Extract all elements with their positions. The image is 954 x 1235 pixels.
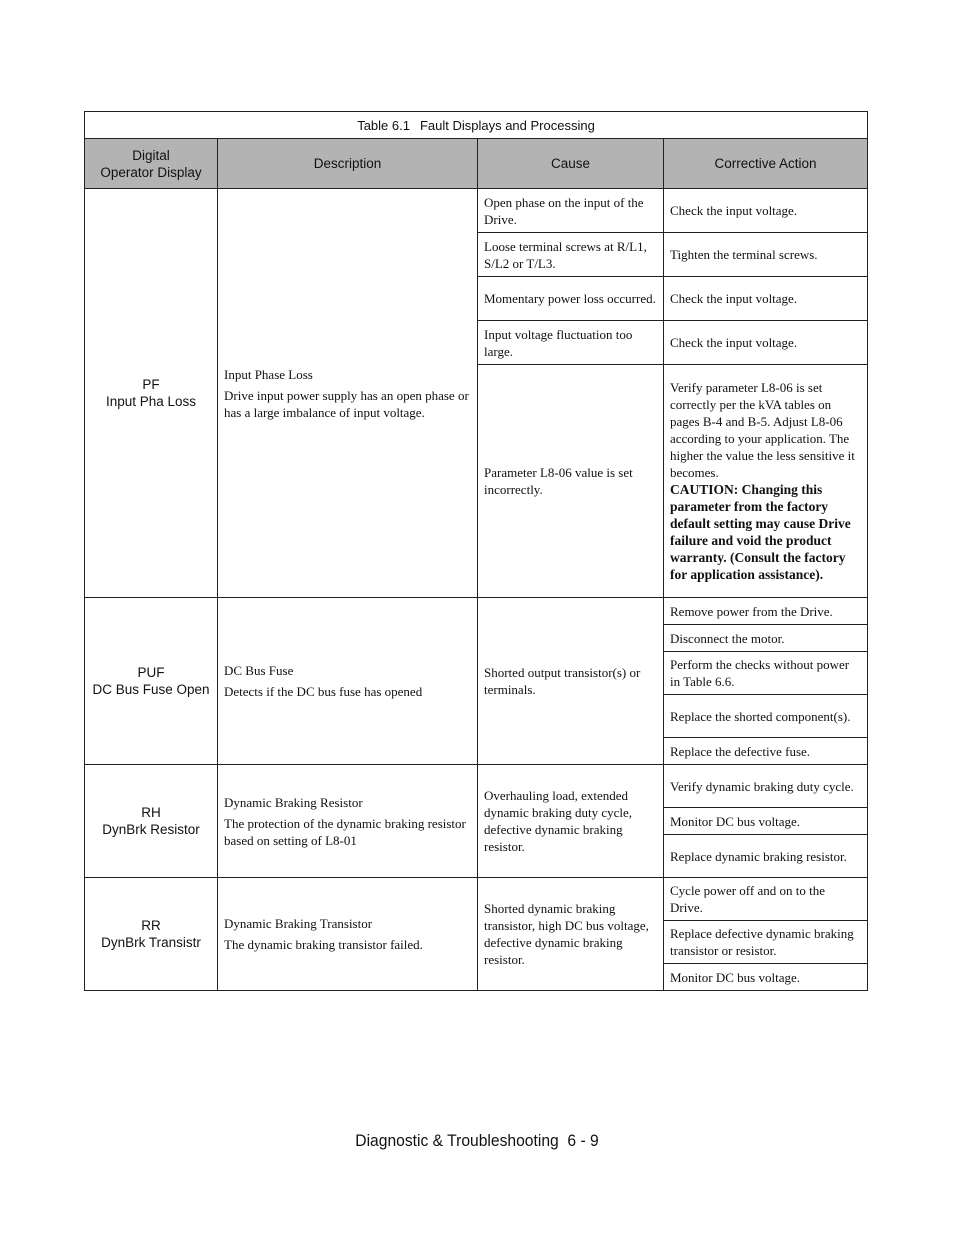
action-cell: Monitor DC bus voltage. (664, 808, 868, 835)
action-cell: Replace the defective fuse. (664, 738, 868, 765)
action-cell: Perform the checks without power in Table 6.6. (664, 652, 868, 695)
cause-cell: Momentary power loss occurred. (478, 277, 664, 321)
fault-code-cell: RH DynBrk Resistor (85, 765, 218, 878)
action-cell: Replace defective dynamic braking transistor or resistor. (664, 921, 868, 964)
action-cell: Check the input voltage. (664, 321, 868, 365)
fault-description-cell: Dynamic Braking Resistor The protection of the dynamic braking resistor based on setting of L8-01 (218, 765, 478, 878)
header-description: Description (218, 139, 478, 189)
action-cell: Check the input voltage. (664, 189, 868, 233)
action-cell: Monitor DC bus voltage. (664, 964, 868, 991)
caution-note: CAUTION: Changing this parameter from the factory default setting may cause Drive failure and void the product warranty. (Consult the factory for application assistance). (670, 482, 851, 582)
fault-description-cell: Input Phase Loss Drive input power supply has an open phase or has a large imbalance of input voltage. (218, 189, 478, 598)
action-cell: Disconnect the motor. (664, 625, 868, 652)
action-cell: Cycle power off and on to the Drive. (664, 878, 868, 921)
page-footer (38, 1131, 916, 1151)
fault-code-cell: PF Input Pha Loss (85, 189, 218, 598)
cause-cell: Overhauling load, extended dynamic braking duty cycle, defective dynamic braking resistor. (478, 765, 664, 878)
table-row (85, 598, 868, 625)
cause-cell: Shorted output transistor(s) or terminals. (478, 598, 664, 765)
header-digital-operator-display: Digital Operator Display (85, 139, 218, 189)
footer-page-number: 6 - 9 (567, 1131, 599, 1150)
fault-description-cell: DC Bus Fuse Detects if the DC bus fuse has opened (218, 598, 478, 765)
action-cell: Check the input voltage. (664, 277, 868, 321)
table-row (85, 765, 868, 808)
header-corrective-action: Corrective Action (664, 139, 868, 189)
action-cell: Verify parameter L8-06 is set correctly per the kVA tables on pages B-4 and B-5. Adjust L8-06 according to your application. The higher the value the less sensitive it becomes. CAUTION: Changing this parameter from the factory default setting may cause Drive failure and void the product warranty. (Consult the factory for application assistance). (664, 365, 868, 598)
table-caption-number: Table 6.1 (357, 117, 410, 133)
action-cell: Remove power from the Drive. (664, 598, 868, 625)
action-cell: Tighten the terminal screws. (664, 233, 868, 277)
table-caption (85, 112, 868, 139)
fault-displays-table (84, 111, 868, 991)
footer-section-title: Diagnostic & Troubleshooting (355, 1131, 559, 1150)
cause-cell: Input voltage fluctuation too large. (478, 321, 664, 365)
cause-cell: Parameter L8-06 value is set incorrectly. (478, 365, 664, 598)
action-cell: Verify dynamic braking duty cycle. (664, 765, 868, 808)
action-cell: Replace dynamic braking resistor. (664, 835, 868, 878)
table-row (85, 878, 868, 921)
cause-cell: Open phase on the input of the Drive. (478, 189, 664, 233)
table-header-row (85, 139, 868, 189)
table-row (85, 189, 868, 233)
cause-cell: Shorted dynamic braking transistor, high DC bus voltage, defective dynamic braking resistor. (478, 878, 664, 991)
header-cause: Cause (478, 139, 664, 189)
fault-code-cell: PUF DC Bus Fuse Open (85, 598, 218, 765)
table-caption-title: Fault Displays and Processing (419, 117, 595, 133)
fault-description-cell: Dynamic Braking Transistor The dynamic braking transistor failed. (218, 878, 478, 991)
fault-code-cell: RR DynBrk Transistr (85, 878, 218, 991)
cause-cell: Loose terminal screws at R/L1, S/L2 or T/L3. (478, 233, 664, 277)
action-cell: Replace the shorted component(s). (664, 695, 868, 738)
